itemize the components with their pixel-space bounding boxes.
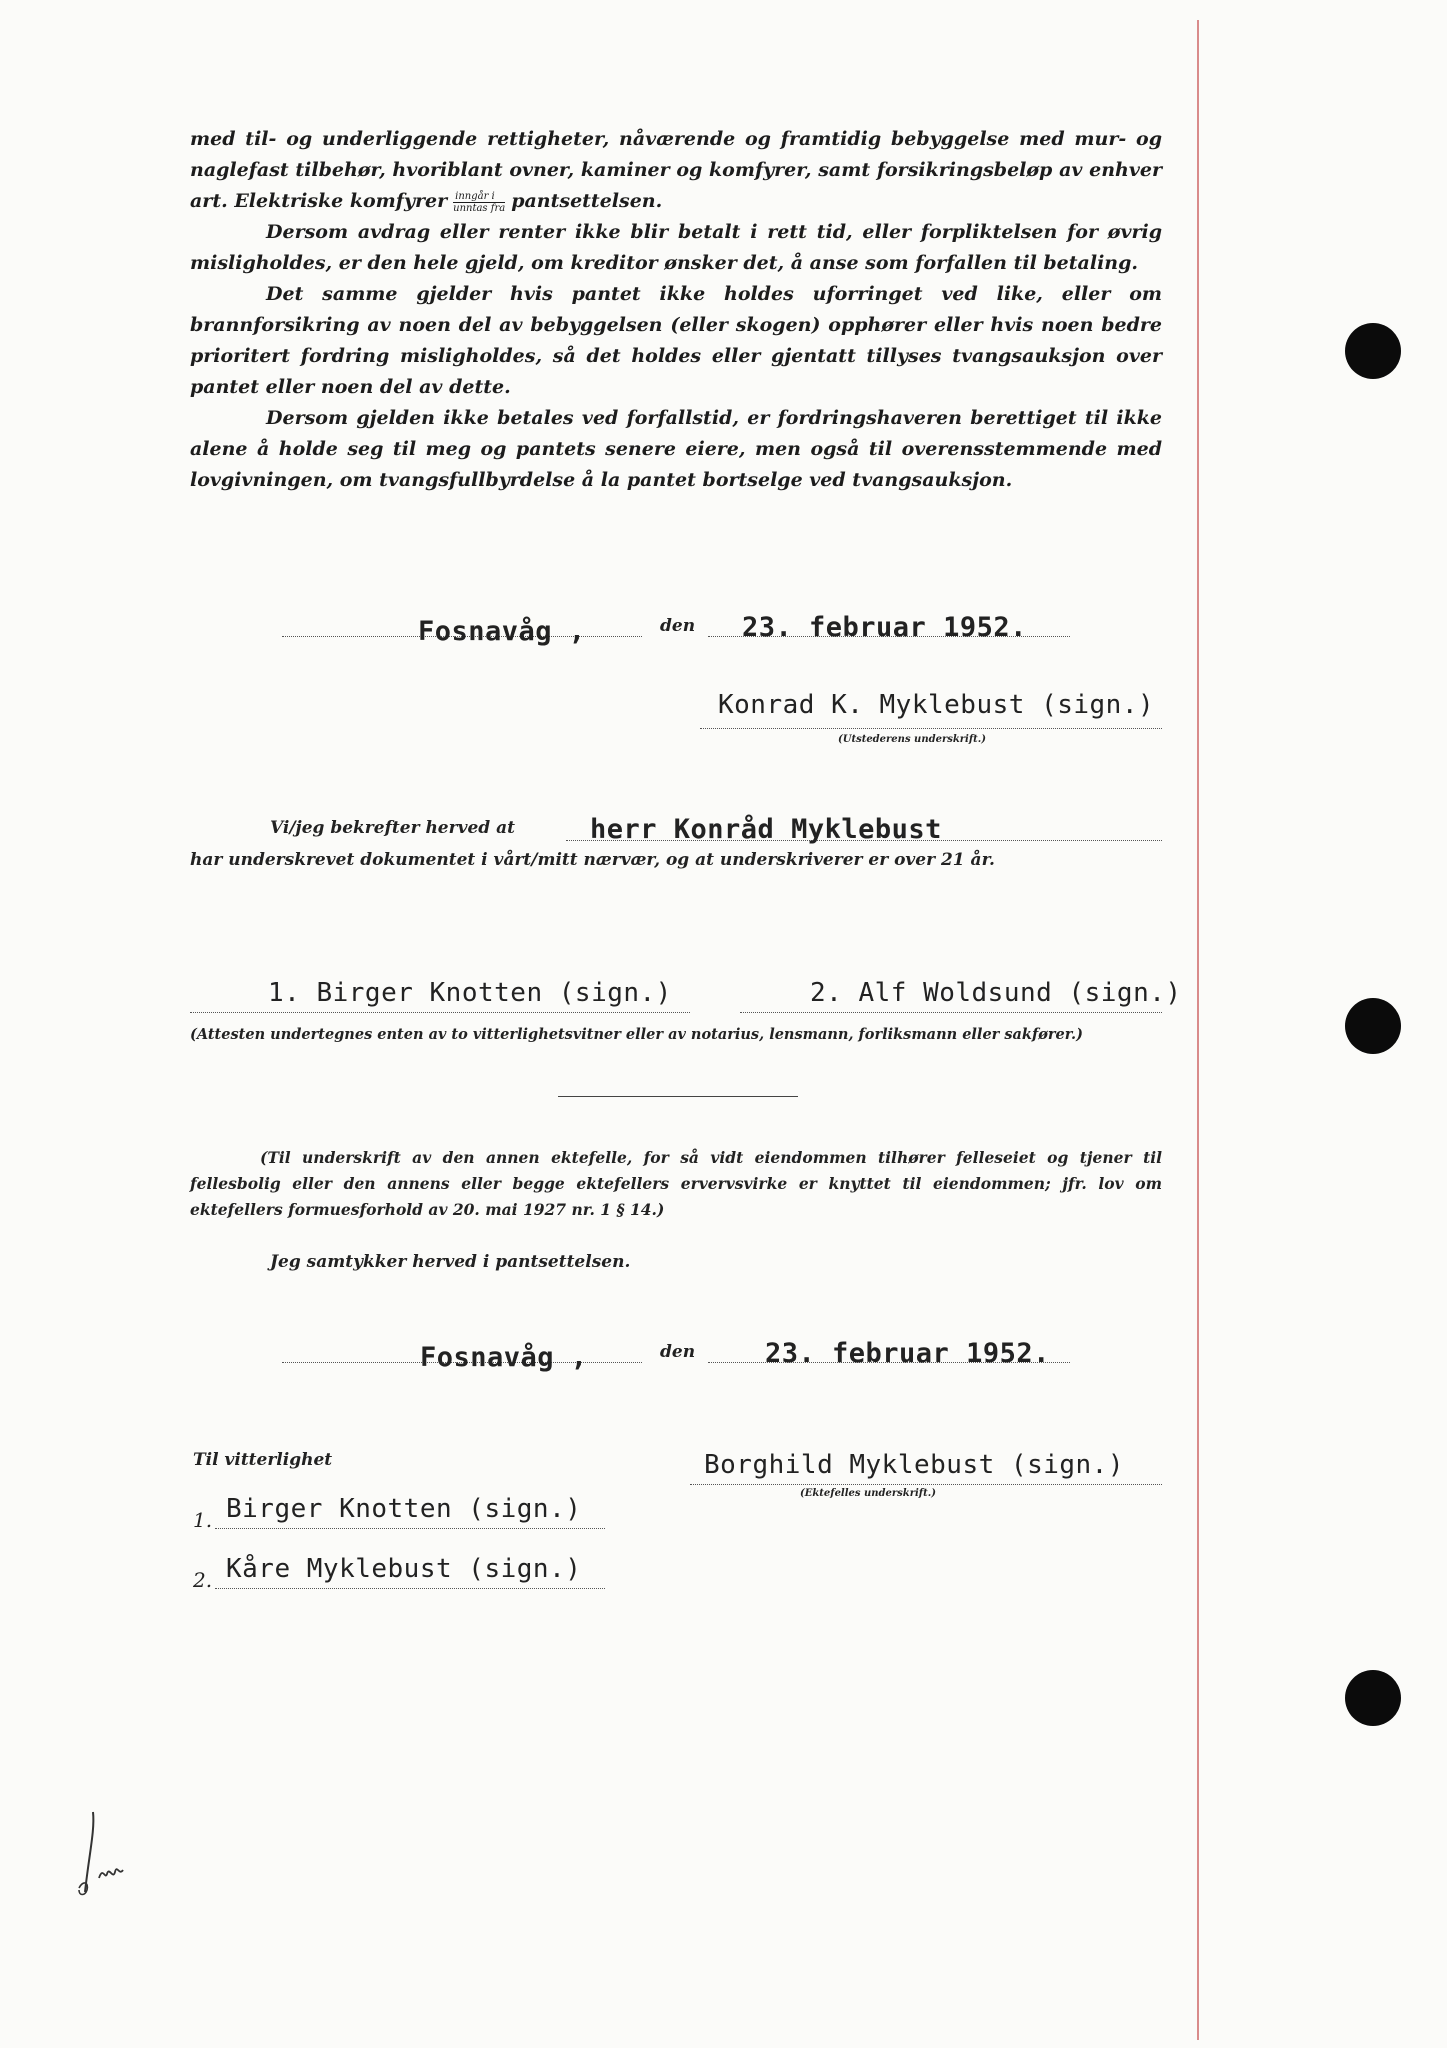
signature-line — [700, 728, 1162, 729]
spouse-witness-2: Kåre Myklebust (sign.) — [226, 1554, 582, 1584]
witness-2-number: 2. — [193, 1568, 213, 1592]
witness-2-line — [215, 1588, 605, 1589]
issuer-place: Fosnavåg , — [418, 616, 586, 647]
attestation-note: (Attesten undertegnes enten av to vitterlighetsvitner eller av notarius, lensmann, forliksmann eller sakfører.) — [190, 1026, 1083, 1043]
terms-paragraph-2: Dersom avdrag eller renter ikke blir betalt i rett tid, eller forpliktelsen for øvrig misligholdes, er den hele gjeld, om kreditor ønsker det, å anse som forfallen til betaling. — [190, 221, 1162, 274]
witness-1-line — [190, 1012, 690, 1013]
margin-line — [1197, 20, 1199, 2040]
witness-1: 1. Birger Knotten (sign.) — [268, 978, 672, 1008]
issuer-signature: Konrad K. Myklebust (sign.) — [718, 690, 1155, 720]
attested-name: herr Konråd Myklebust — [590, 814, 942, 845]
separator-line — [558, 1096, 798, 1097]
spouse-note: (Til underskrift av den annen ektefelle, for så vidt eiendommen tilhører felleseiet og tjener til fellesbolig eller den annens eller begge ektefellers ervervsvirke er knyttet til eiendommen; jfr. lov om ektefellers formuesforhold av 20. mai 1927 nr. 1 § 14.) — [190, 1148, 1162, 1219]
punch-hole — [1345, 998, 1401, 1054]
fraction-choice: $\frac{\text{inngår i}}{\text{unntas fra}}$ — [453, 190, 506, 214]
spouse-signature: Borghild Myklebust (sign.) — [704, 1450, 1124, 1480]
handwritten-initials — [75, 1800, 145, 1900]
issuer-date: 23. februar 1952. — [742, 612, 1027, 643]
terms-paragraph-3: Det samme gjelder hvis pantet ikke holdes uforringet ved like, eller om brannforsikring av noen del av bebyggelsen (eller skogen) opphører eller hvis noen bedre prioritert fordring misligholdes, så det holdes eller gjentatt tillyses tvangsauksjon over pantet eller noen del av dette. — [190, 283, 1162, 398]
attestation-line-2: har underskrevet dokumentet i vårt/mitt nærvær, og at underskriverer er over 21 år. — [190, 850, 995, 870]
spouse-signature-line — [690, 1484, 1162, 1485]
witness-1-number: 1. — [193, 1508, 213, 1532]
witness-label: Til vitterlighet — [193, 1450, 333, 1470]
spouse-date: 23. februar 1952. — [765, 1338, 1050, 1369]
punch-hole — [1345, 323, 1401, 379]
spouse-signature-caption: (Ektefelles underskrift.) — [800, 1488, 936, 1499]
terms-paragraph-1: med til- og underliggende rettigheter, nåværende og framtidig bebyggelse med mur- og naglefast tilbehør, hvoriblant ovner, kaminer og komfyrer, samt forsikringsbeløp av enhver art. Elektriske komfyrer $\frac{\text{inngår i}}{\text{unntas fra}}$ pantsettelsen. — [190, 128, 1162, 214]
consent-text: Jeg samtykker herved i pantsettelsen. — [270, 1252, 631, 1272]
terms-paragraph-4: Dersom gjelden ikke betales ved forfallstid, er fordringshaveren berettiget til ikke alene å holde seg til meg og pantets senere eiere, men også til overensstemmende med lovgivningen, om tvangsfullbyrdelse å la pantet bortselge ved tvangsauksjon. — [190, 407, 1162, 491]
witness-2-line — [740, 1012, 1162, 1013]
issuer-signature-caption: (Utstederens underskrift.) — [838, 734, 986, 745]
spouse-place: Fosnavåg , — [420, 1342, 588, 1373]
witness-2: 2. Alf Woldsund (sign.) — [810, 978, 1182, 1008]
terms-text — [190, 124, 1162, 496]
attestation-lead: Vi/jeg bekrefter herved at — [270, 818, 515, 838]
den-label: den — [660, 1342, 696, 1362]
den-label: den — [660, 616, 696, 636]
spouse-witness-1: Birger Knotten (sign.) — [226, 1494, 582, 1524]
witness-1-line — [215, 1528, 605, 1529]
punch-hole — [1345, 1670, 1401, 1726]
